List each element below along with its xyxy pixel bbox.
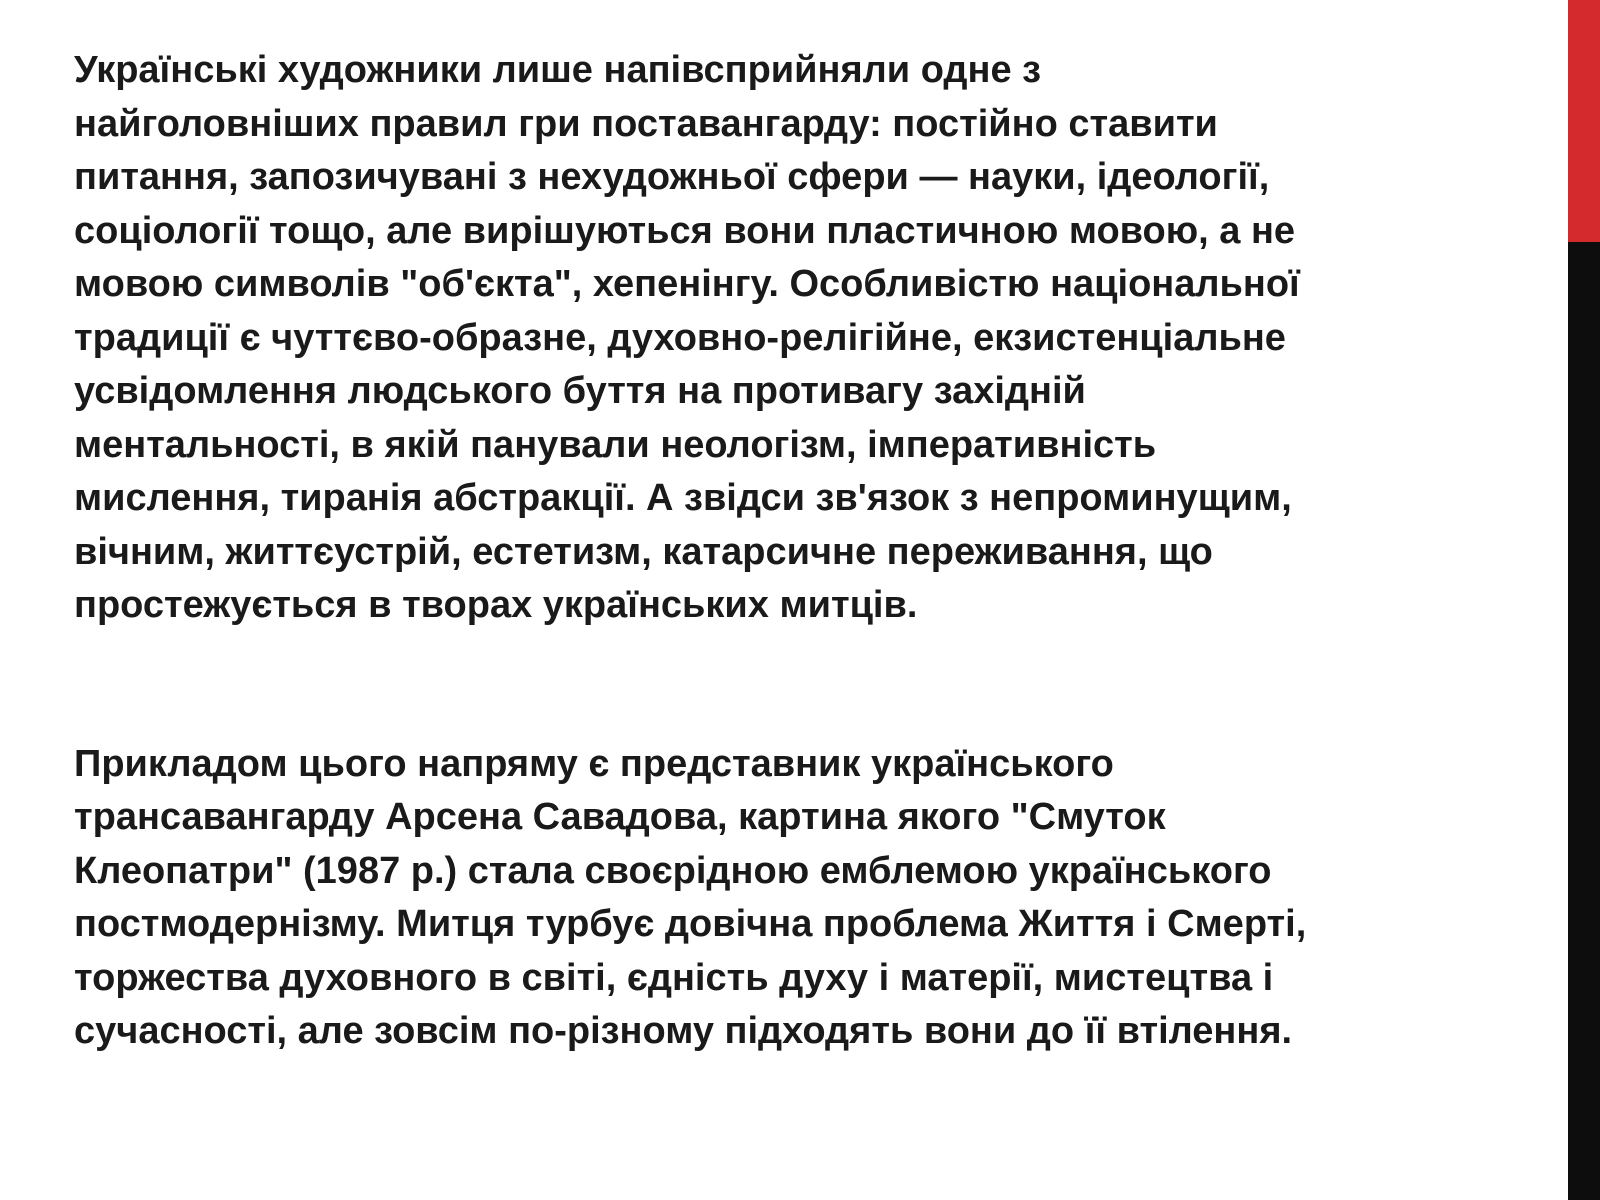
body-paragraph-2: Прикладом цього напряму є представник українського трансавангарду Арсена Савадова, картина якого "Смуток Клеопатри" (1987 р.) стала своєрідною емблемою українського постмодернізму. Митця турбує довічна проблема Життя і Смерті, торжества духовного в світі, єдність духу і матерії, мистецтва і сучасності, але зовсім по-різному підходять вони до її втілення. [74,742,1307,1052]
slide-body [74,44,1522,1059]
red-accent-bar [1568,0,1600,242]
black-accent-bar [1568,242,1600,1200]
body-paragraph-1: Українські художники лише напівсприйняли одне з найголовніших правил гри поставангарду: постійно ставити питання, запозичувані з нехудожньої сфери — науки, ідеології, соціології тощо, але вирішуються вони пластичною мовою, а не мовою символів "об'єкта", хепенінгу. Особливістю національної традиції є чуттєво-образне, духовно-релігійне, екзистенціальне усвідомлення людського буття на противагу західній ментальності, в якій панували неологізм, імперативність мислення, тиранія абстракції. А звідси зв'язок з непроминущим, вічним, життєустрій, естетизм, катарсичне переживання, що простежується в творах українських митців. [74,49,1300,626]
side-decoration-bar [1568,0,1600,1200]
